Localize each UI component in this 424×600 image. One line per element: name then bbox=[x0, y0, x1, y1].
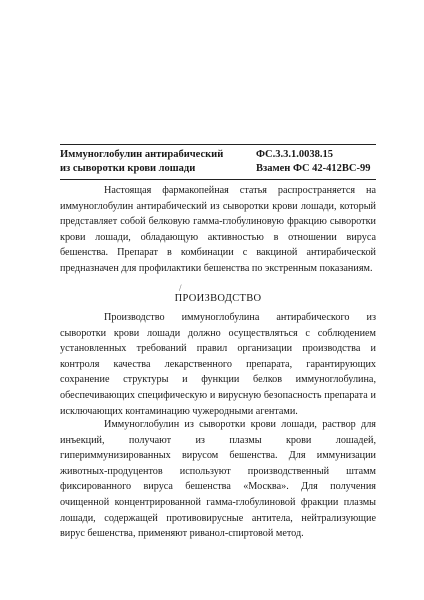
monograph-header bbox=[60, 144, 376, 180]
intro-paragraph: Настоящая фармакопейная статья распространяется на иммуноглобулин антирабический из сыворотки крови лошади, который представляет собой белковую гамма-глобулиновую фракцию сыворотки крови лошади, обладающую активностью в отношении вируса бешенства. Препарат в комбинации с вакциной антирабической предназначен для профилактики бешенства по экстренным показаниям. bbox=[60, 185, 376, 274]
production-paragraph-1: Производство иммуноглобулина антирабического из сыворотки крови лошади должно осуществляться с соблюдением установленных требований правил организации производства и контроля качества лекарственного препарата, гарантирующих сохранение структуры и функции белков иммуноглобулина, обеспечивающих специфическую и вирусную безопасность препарата и исключающих контаминацию чужеродными агентами. bbox=[60, 312, 376, 417]
monograph-title-line-2: из сыворотки крови лошади bbox=[60, 163, 196, 174]
monograph-code: ФС.3.3.1.0038.15 bbox=[256, 149, 333, 160]
header-row-1 bbox=[60, 145, 376, 162]
production-paragraph-2: Иммуноглобулин из сыворотки крови лошади, раствор для инъекций, получают из плазмы крови лошадей, гипериммунизированных вирусом бешенства. Для иммунизации животных-продуцентов используют производственный штамм фиксированного вируса бешенства «Москва». Для получения очищенной концентрированной гамма-глобулиновой фракции плазмы лошади, содержащей противовирусные антитела, нейтрализующие вирус бешенства, применяют риванол-спиртовой метод. bbox=[60, 419, 376, 540]
monograph-title-line-1: Иммуноглобулин антирабический bbox=[60, 149, 224, 160]
production-paragraph-1-block bbox=[60, 310, 376, 419]
header-row-2 bbox=[60, 162, 376, 179]
section-title-production: ПРОИЗВОДСТВО bbox=[174, 293, 262, 304]
replaces-note: Взамен ФС 42-412ВС-99 bbox=[256, 163, 371, 174]
scan-mark: / bbox=[179, 283, 182, 293]
production-paragraph-2-block bbox=[60, 417, 376, 542]
intro-section bbox=[60, 183, 376, 277]
